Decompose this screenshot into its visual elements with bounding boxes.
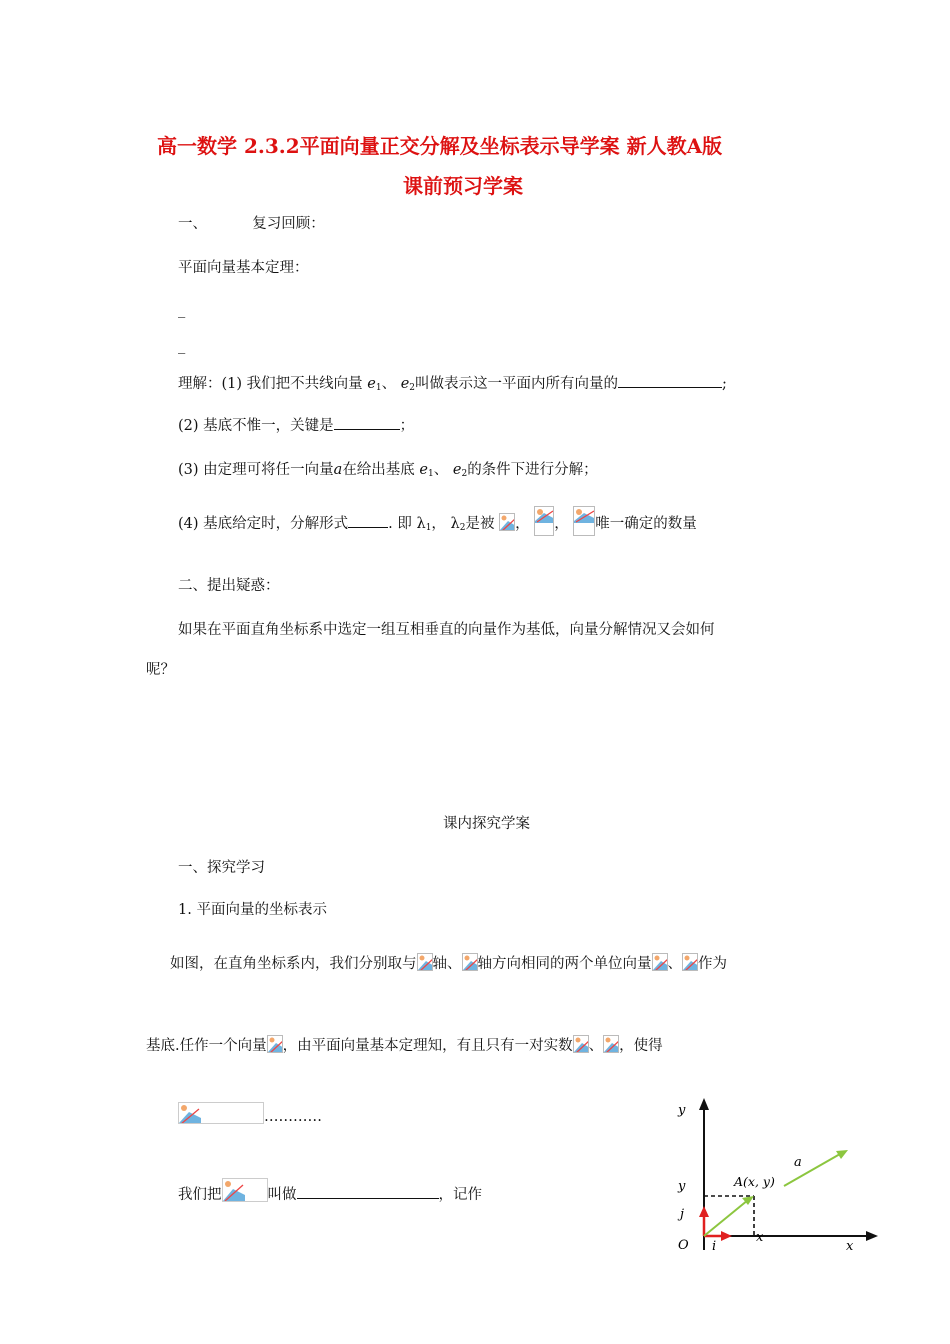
item-4: (4) 基底给定时，分解形式 . 即 $\lambda_1$， $\lambda_2$是被 ， ， 唯一确定的数量 — [178, 506, 697, 536]
explore-para-1: 如图，在直角坐标系内，我们分别取与 轴、 轴方向相同的两个单位向量 、 作为 — [170, 952, 727, 973]
questions-para-1: 如果在平面直角坐标系中选定一组互相垂直的向量作为基低，向量分解情况又会如何 — [178, 622, 715, 638]
vector-a-label: a — [794, 1155, 802, 1170]
blank-name[interactable] — [297, 1184, 439, 1199]
explore-para-2: 基底.任作一个向量 ，由平面向量基本定理知，有且只有一对实数 、 ，使得 — [146, 1034, 663, 1055]
vector-a — [784, 1154, 840, 1186]
item-2: (2) 基底不惟一，关键是 ； — [178, 414, 414, 435]
explore-title: 课内探究学案 — [443, 816, 530, 832]
i-label: i — [712, 1239, 717, 1254]
explore-para-3: 我们把 叫做 ，记作 — [178, 1178, 482, 1204]
document-title: 高一数学 2.3.2平面向量正交分解及坐标表示导学案 新人教A版 — [157, 134, 723, 158]
point-a-label: A(x, y) — [734, 1174, 775, 1189]
vector-oa — [704, 1200, 748, 1236]
review-heading-text: 复习回顾： — [252, 216, 325, 232]
dash-line-1: _ — [178, 302, 186, 318]
broken-image-icon — [417, 953, 433, 971]
item-1: 理解：(1) 我们把不共线向量 $e_1$、 $e_2$叫做表示这一平面内所有向量的 ; — [178, 372, 727, 393]
unit-vector-i-arrow — [721, 1231, 732, 1241]
x-axis-arrow — [866, 1231, 878, 1241]
y-tick-label: y — [678, 1179, 686, 1194]
broken-image-icon — [222, 1178, 268, 1202]
y-axis-arrow — [699, 1098, 709, 1110]
broken-image-icon — [534, 506, 554, 536]
review-heading — [178, 212, 325, 233]
broken-image-icon — [462, 953, 478, 971]
broken-image-icon — [603, 1035, 619, 1053]
broken-image-icon — [573, 1035, 589, 1053]
broken-image-icon — [652, 953, 668, 971]
dash-line-2: _ — [178, 338, 186, 354]
broken-image-icon — [499, 513, 515, 531]
section-title-preview: 课前预习学案 — [403, 174, 523, 198]
theorem-label: 平面向量基本定理： — [178, 260, 309, 276]
x-tick-label: x — [756, 1230, 764, 1245]
explore-heading: 一、探究学习 — [178, 860, 265, 876]
coordinate-figure — [660, 1090, 890, 1260]
x-axis-label: x — [846, 1239, 854, 1254]
explore-para-equation: ………… — [178, 1102, 322, 1125]
broken-image-icon — [573, 506, 595, 536]
review-heading-num: 一、 — [178, 216, 207, 232]
broken-image-icon — [178, 1102, 264, 1124]
j-label: j — [680, 1207, 685, 1222]
blank-key[interactable] — [334, 415, 400, 430]
broken-image-icon — [267, 1035, 283, 1053]
blank-basis[interactable] — [618, 373, 722, 388]
origin-label: O — [678, 1238, 689, 1253]
unit-vector-j-arrow — [699, 1206, 709, 1217]
explore-subheading: 1. 平面向量的坐标表示 — [178, 902, 327, 918]
y-axis-label: y — [678, 1103, 686, 1118]
questions-heading: 二、提出疑惑： — [178, 578, 280, 594]
blank-form[interactable] — [348, 513, 388, 528]
item-3: (3) 由定理可将任一向量a在给出基底 $e_1$、 $e_2$的条件下进行分解； — [178, 462, 598, 479]
broken-image-icon — [682, 953, 698, 971]
questions-para-2: 呢？ — [146, 662, 175, 678]
